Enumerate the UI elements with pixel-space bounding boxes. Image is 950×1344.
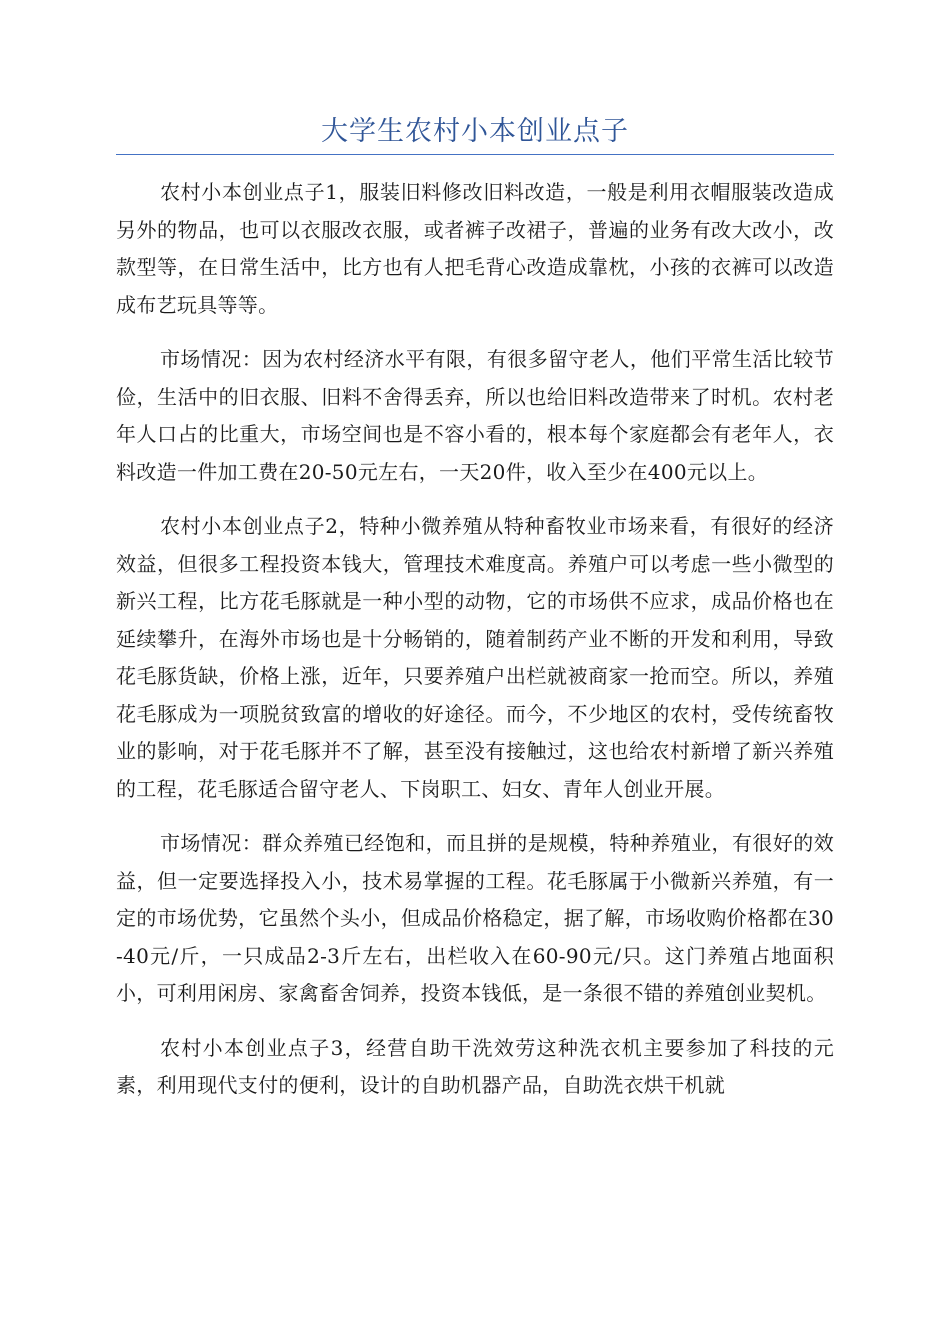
- paragraph-market-1: 市场情况：因为农村经济水平有限，有很多留守老人，他们平常生活比较节俭，生活中的旧衣服、旧料不舍得丢弃，所以也给旧料改造带来了时机。农村老年人口占的比重大，市场空间也是不容小看的，根本每个家庭都会有老年人，衣料改造一件加工费在20-50元左右，一天20件，收入至少在400元以上。: [116, 347, 834, 484]
- paragraph-idea-2: 农村小本创业点子2，特种小微养殖从特种畜牧业市场来看，有很好的经济效益，但很多工程投资本钱大，管理技术难度高。养殖户可以考虑一些小微型的新兴工程，比方花毛豚就是一种小型的动物，它的市场供不应求，成品价格也在延续攀升，在海外市场也是十分畅销的，随着制药产业不断的开发和利用，导致花毛豚货缺，价格上涨，近年，只要养殖户出栏就被商家一抢而空。所以，养殖花毛豚成为一项脱贫致富的增收的好途径。而今，不少地区的农村，受传统畜牧业的影响，对于花毛豚并不了解，甚至没有接触过，这也给农村新增了新兴养殖的工程，花毛豚适合留守老人、下岗职工、妇女、青年人创业开展。: [116, 514, 834, 801]
- paragraph-idea-3: 农村小本创业点子3，经营自助干洗效劳这种洗衣机主要参加了科技的元素，利用现代支付的便利，设计的自助机器产品，自助洗衣烘干机就: [116, 1035, 834, 1097]
- paragraph-idea-1: 农村小本创业点子1，服装旧料修改旧料改造，一般是利用衣帽服装改造成另外的物品，也可以衣服改衣服，或者裤子改裙子，普遍的业务有改大改小，改款型等，在日常生活中，比方也有人把毛背心改造成靠枕，小孩的衣裤可以改造成布艺玩具等等。: [116, 180, 834, 317]
- title-underline: [116, 154, 834, 155]
- document-title: 大学生农村小本创业点子: [321, 116, 629, 147]
- paragraph-market-2: 市场情况：群众养殖已经饱和，而且拼的是规模，特种养殖业，有很好的效益，但一定要选择投入小，技术易掌握的工程。花毛豚属于小微新兴养殖，有一定的市场优势，它虽然个头小，但成品价格稳定，据了解，市场收购价格都在30-40元/斤，一只成品2-3斤左右，出栏收入在60-90元/只。这门养殖占地面积小，可利用闲房、家禽畜舍饲养，投资本钱低，是一条很不错的养殖创业契机。: [116, 831, 834, 1005]
- document-body: [116, 174, 834, 1122]
